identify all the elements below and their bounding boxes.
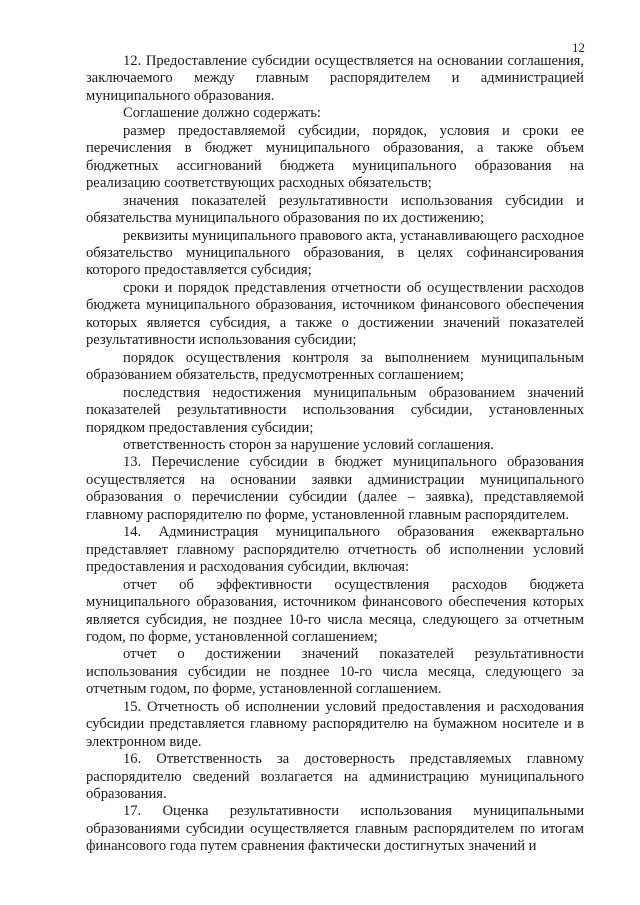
paragraph-17: 17. Оценка результативности использования муниципальными образованиями субсидии осуществляется главным распорядителем по итогам финансового года путем сравнения фактически достигнутых значений и — [86, 803, 584, 855]
paragraph-reporting: сроки и порядок представления отчетности об осуществлении расходов бюджета муниципального образования, источником финансового обеспечения которых является субсидия, а также о достижении значений показателей результативности использования субсидии; — [86, 279, 584, 349]
paragraph-responsibility: ответственность сторон за нарушение условий соглашения. — [123, 436, 494, 453]
paragraph-13: 13. Перечисление субсидии в бюджет муниципального образования осуществляется на основании заявки администрации муниципального образования о перечислении субсидии (далее – заявка), представляемой главному распорядителю по форме, установленной главным распорядителем. — [86, 454, 584, 523]
paragraph-16: 16. Ответственность за достоверность представляемых главному распорядителю сведений возлагается на администрацию муниципального образования. — [86, 751, 584, 803]
page-number: 12 — [572, 40, 585, 55]
document-body — [86, 53, 584, 856]
paragraph-15: 15. Отчетность об исполнении условий предоставления и расходования субсидии представляется главному распорядителю на бумажном носителе и в электронном виде. — [86, 698, 584, 750]
paragraph-agreement-intro: Соглашение должно содержать: — [123, 105, 321, 122]
paragraph-14: 14. Администрация муниципального образования ежеквартально представляет главному распорядителю отчетность об исполнении условий предоставления и расходования субсидии, включая: — [86, 524, 584, 576]
paragraph-indicators: значения показателей результативности использования субсидии и обязательства муниципального образования по их достижению; — [86, 192, 584, 227]
paragraph-legal-act: реквизиты муниципального правового акта, устанавливающего расходное обязательство муниципального образования, в целях софинансирования которого предоставляется субсидия; — [86, 227, 584, 279]
paragraph-consequences: последствия недостижения муниципальным образованием значений показателей результативности использования субсидии, установленных порядком предоставления субсидии; — [86, 384, 584, 436]
paragraph-12: 12. Предоставление субсидии осуществляется на основании соглашения, заключаемого между главным распорядителем и администрацией муниципального образования. — [86, 53, 584, 104]
paragraph-indicators-report: отчет о достижении значений показателей результативности использования субсидии не позднее 10-го числа месяца, следующего за отчетным годом, по форме, установленной соглашением. — [86, 646, 584, 698]
paragraph-control: порядок осуществления контроля за выполнением муниципальным образованием обязательств, предусмотренных соглашением; — [86, 349, 584, 384]
paragraph-subsidy-size: размер предоставляемой субсидии, порядок, условия и сроки ее перечисления в бюджет муниципального образования, а также объем бюджетных ассигнований бюджета муниципального образования на реализацию соответствующих расходных обязательств; — [86, 122, 584, 192]
paragraph-efficiency-report: отчет об эффективности осуществления расходов бюджета муниципального образования, источником финансового обеспечения которых является субсидия, не позднее 10-го числа месяца, следующего за отчетным годом, по форме, установленной соглашением; — [86, 576, 584, 645]
